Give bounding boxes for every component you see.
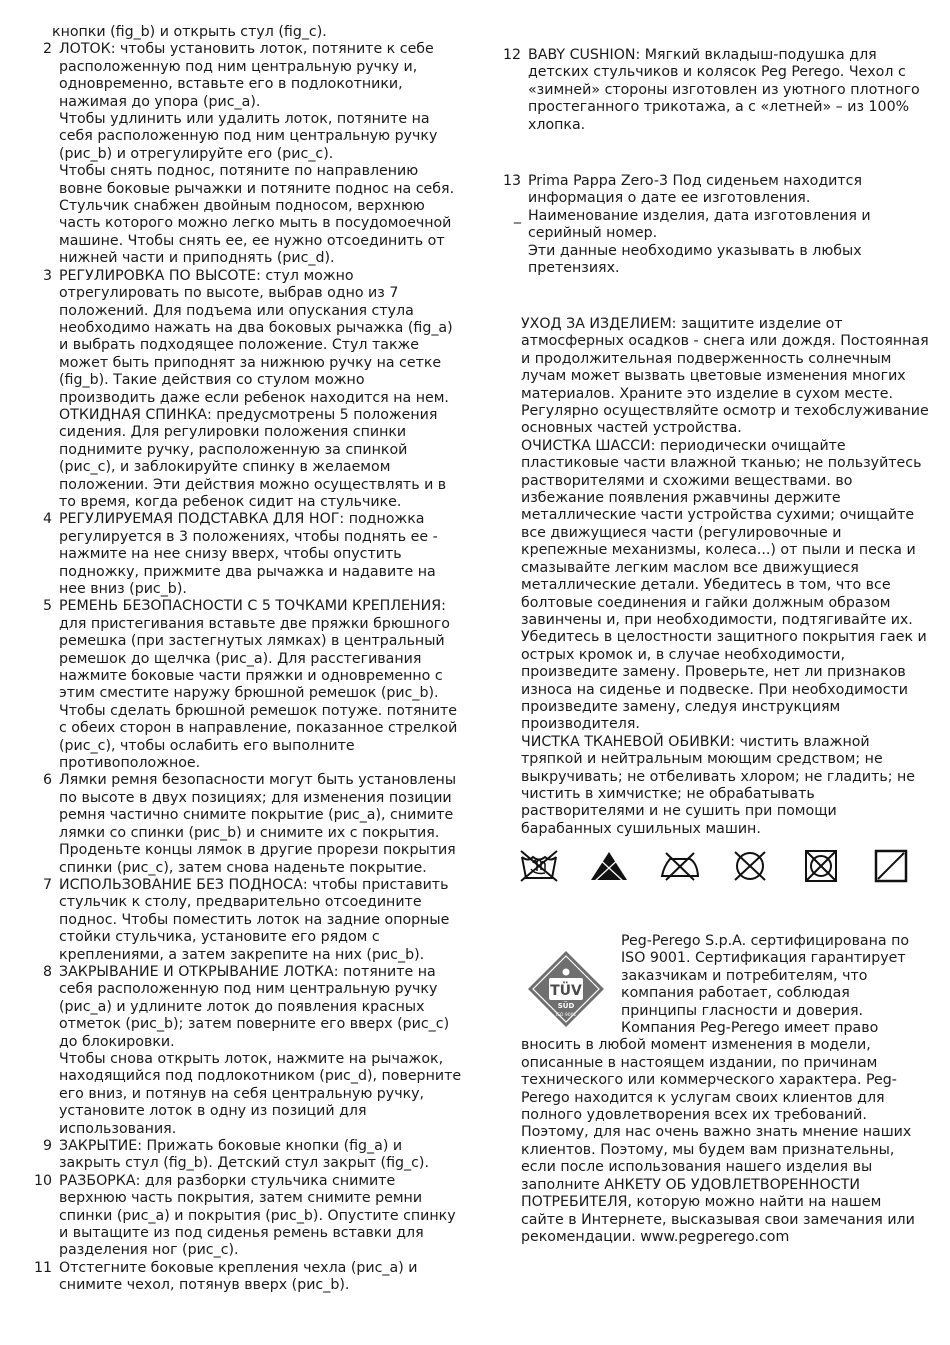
item-number: 12 [502,47,521,63]
paragraph: Чтобы сделать брюшной ремешок потуже. потяните с обеих сторон в направление, показанное стрелкой (рис_c), чтобы ослабить его выполните противоположное. [59,702,458,772]
instruction-item-12 [495,47,925,134]
item-number: 13 [502,173,521,189]
paragraph: Prima Pappa Zero-3 Под сиденьем находится информация о дате ее изготовления. [528,173,862,207]
line-dry-icon [871,849,911,883]
item-number: 3 [42,267,52,284]
dash-marker: _ [513,207,521,224]
company-notes-paragraph: Компания Peg-Perego имеет право вносить в любой момент изменения в модели, описанные в настоящем издании, по причинам технического или коммерческого характера. Peg-Perego находится к услугам своих клиентов для полного удовлетворения всех их требований. Поэтому, для нас очень важно знать мнение наших клиентов. Поэтому, мы будем вам признательны, если после использования нашего изделия вы заполните АНКЕТУ ОБ УДОВЛЕТВОРЕННОСТИ ПОТРЕБИТЕЛЯ, которую можно найти на нашем сайте в Интернете, высказывая свои замечания или рекомендации. www.pegperego.com [521,1020,915,1245]
hand-wash-icon [519,849,559,883]
paragraph: ЗАКРЫВАНИЕ И ОТКРЫВАНИЕ ЛОТКА: потяните на себя расположенную под ним центральную ручку (рис_a) и удлините лоток до появления красных отметок (рис_b); затем поверните его вверх (рис_c) до блокировки. [59,963,450,1050]
chassis-cleaning-paragraph: ОЧИСТКА ШАССИ: периодически очищайте пластиковые части влажной тканью; не пользуйтесь растворителями и схожими веществами. во избежание появления ржавчины держите металлические части устройства сухими; очищайте все движущиеся части (регулировочные и крепежные механизмы, колеса...) от пыли и песка и смазывайте легким маслом все движущиеся металлические детали. Убедитесь в том, что все болтовые соединения и гайки должным образом завинчены и, при необходимости, подтягивайте их. Убедитесь в целостности защитного покрытия гаек и острых кромок и, в случае необходимости, произведите замену. Проверьте, нет ли признаков износа на сиденье и подвеске. При необходимости произведите замену, следуя инструкциям производителя. [521,437,927,733]
paragraph: РАЗБОРКА: для разборки стульчика снимите верхнюю часть покрытия, затем снимите ремни спинки (рис_a) и покрытия (рис_b). Опустите спинку и вытащите из под сиденья ремень вставки для разделения ног (рис_c). [59,1172,456,1259]
paragraph: ЛОТОК: чтобы установить лоток, потяните к себе расположенную под ним центральную ручку и, одновременно, вставьте его в подлокотники, нажимая до упора (рис_a). [59,41,434,110]
item-number: 2 [42,41,52,58]
instruction-item-13 [495,173,925,277]
paragraph: ОТКИДНАЯ СПИНКА: предусмотрены 5 положения сидения. Для регулировки положения спинки поднимите ручку, расположенную за спинкой (рис_c), и заблокируйте спинку в желаемом положении. Эти действия можно осуществлять и в то время, когда ребенок сидит на стульчике. [59,406,447,510]
no-bleach-icon [589,849,629,883]
fabric-cleaning-paragraph: ЧИСТКА ТКАНЕВОЙ ОБИВКИ: чистить влажной тряпкой и нейтральным моющим средством; не выкручивать; не отбеливать хлором; не гладить; не чистить в химчистке; не обрабатывать растворителями и не сушить при помощи барабанных сушильных машин. [521,733,916,837]
item-number: 8 [42,963,52,980]
certification-section [521,933,926,1246]
paragraph: Чтобы снять поднос, потяните по направлению вовне боковые рычажки и потяните поднос на себя. Стульчик снабжен двойным подносом, верхнюю часть которого можно легко мыть в посудомоечной машине. Чтобы снять ее, ее нужно отсоединить от нижней части и приподнять (рис_d). [59,163,455,267]
paragraph: Лямки ремня безопасности могут быть установлены по высоте в двух позициях; для изменения позиции ремня частично снимите покрытие (рис_a), снимите лямки со спинки (рис_b) и снимите их с покрытия. Проденьте концы лямок в другие прорези покрытия спинки (рис_c), затем снова наденьте покрытие. [59,772,457,876]
paragraph: BABY CUSHION: Мягкий вкладыш-подушка для детских стульчиков и колясок Peg Perego. Чехол с «зимней» стороны изготовлен из уютного плотного простеганного трикотажа, а с «летней» – из 100% хлопка. [528,47,920,133]
logo-cert-text: ISO 9001 [555,1013,577,1018]
no-dry-clean-icon [730,849,770,883]
instruction-item-2 [22,41,462,267]
care-section [521,316,931,838]
certification-paragraph: Peg-Perego S.p.A. сертифицирована по ISO 9001. Сертификация гарантирует заказчикам и потребителям, что компания работает, соблюдая принципы гласности и доверия. [621,933,910,1019]
instruction-item-11 [22,1260,462,1295]
paragraph: Эти данные необходимо указывать в любых претензиях. [528,242,862,277]
paragraph: ИСПОЛЬЗОВАНИЕ БЕЗ ПОДНОСА: чтобы приставить стульчик к столу, предварительно отсоедините поднос. Чтобы поместить лоток на задние опорные стойки стульчика, установите его рядом с креплениями, а затем закрепите на них (рис_b). [59,876,450,963]
item-number: 9 [42,1138,52,1154]
instruction-item-3 [22,268,462,512]
instruction-item-10 [22,1173,462,1260]
continued-text: кнопки (fig_b) и открыть стул (fig_c). [52,24,327,40]
left-column [22,24,462,1295]
instruction-item-6 [22,772,462,876]
paragraph: Наименование изделия, дата изготовления и серийный номер. [528,207,871,242]
paragraph: Чтобы удлинить или удалить лоток, потяните на себя расположенную под ним центральную ручку (рис_b) и отрегулируйте его (рис_c). [59,111,438,162]
item-number: 4 [42,511,52,528]
paragraph: РЕГУЛИРУЕМАЯ ПОДСТАВКА ДЛЯ НОГ: подножка регулируется в 3 положениях, чтобы поднять ее - нажмите на нее снизу вверх, чтобы опустить подножку, прижмите два рычажка и надавите на нее вниз (рис_b). [59,511,438,597]
logo-main-text: TÜV [550,983,582,999]
item-number: 7 [42,876,52,893]
paragraph: ЗАКРЫТИЕ: Прижать боковые кнопки (fig_a) и закрыть стул (fig_b). Детский стул закрыт (fig_c). [59,1138,429,1172]
logo-sub-text: SÜD [557,1002,575,1010]
no-iron-icon [660,849,700,883]
item-number: 10 [33,1172,52,1189]
paragraph: Отстегните боковые крепления чехла (рис_a) и снимите чехол, потянув вверх (рис_b). [59,1259,418,1294]
instruction-item-9 [22,1138,462,1173]
paragraph: РЕГУЛИРОВКА ПО ВЫСОТЕ: стул можно отрегулировать по высоте, выбрав одно из 7 положений. Для подъема или опускания стула необходимо нажать на два боковых рычажка (fig_a) и выбрать подходящее положение. Стул также может быть приподнят за нижнюю ручку на сетке (fig_b). Такие действия со стулом можно производить даже если ребенок находится на нем. [59,267,453,406]
item-number: 5 [42,598,52,615]
care-symbols [519,848,911,884]
care-paragraph: УХОД ЗА ИЗДЕЛИЕМ: защитите изделие от атмосферных осадков - снега или дождя. Постоянная и продолжительная подверженность солнечным лучам может вызвать цветовые изменения многих материалов. Храните это изделие в сухом месте. Регулярно осуществляйте осмотр и техобслуживание основных частей устройства. [521,316,929,437]
instruction-item-7 [22,877,462,964]
instruction-item-5 [22,598,462,772]
no-tumble-dry-icon [801,849,841,883]
instruction-item-8 [22,964,462,1138]
item-number: 11 [33,1259,52,1276]
instruction-item-4 [22,511,462,598]
item-number: 6 [42,772,52,789]
paragraph: Чтобы снова открыть лоток, нажмите на рычажок, находящийся под подлокотником (рис_d), поверните его вниз, и потянув на себя центральную ручку, установите лоток в одну из позиций для использования. [59,1050,462,1137]
paragraph: РЕМЕНЬ БЕЗОПАСНОСТИ С 5 ТОЧКАМИ КРЕПЛЕНИЯ: для пристегивания вставьте две пряжки брюшного ремешка (при застегнутых лямках) в центральный ремешок до щелчка (рис_a). Для расстегивания нажмите боковые части пряжки и одновременно с этим сместите наружу брюшной ремешок (рис_b). [59,598,450,702]
